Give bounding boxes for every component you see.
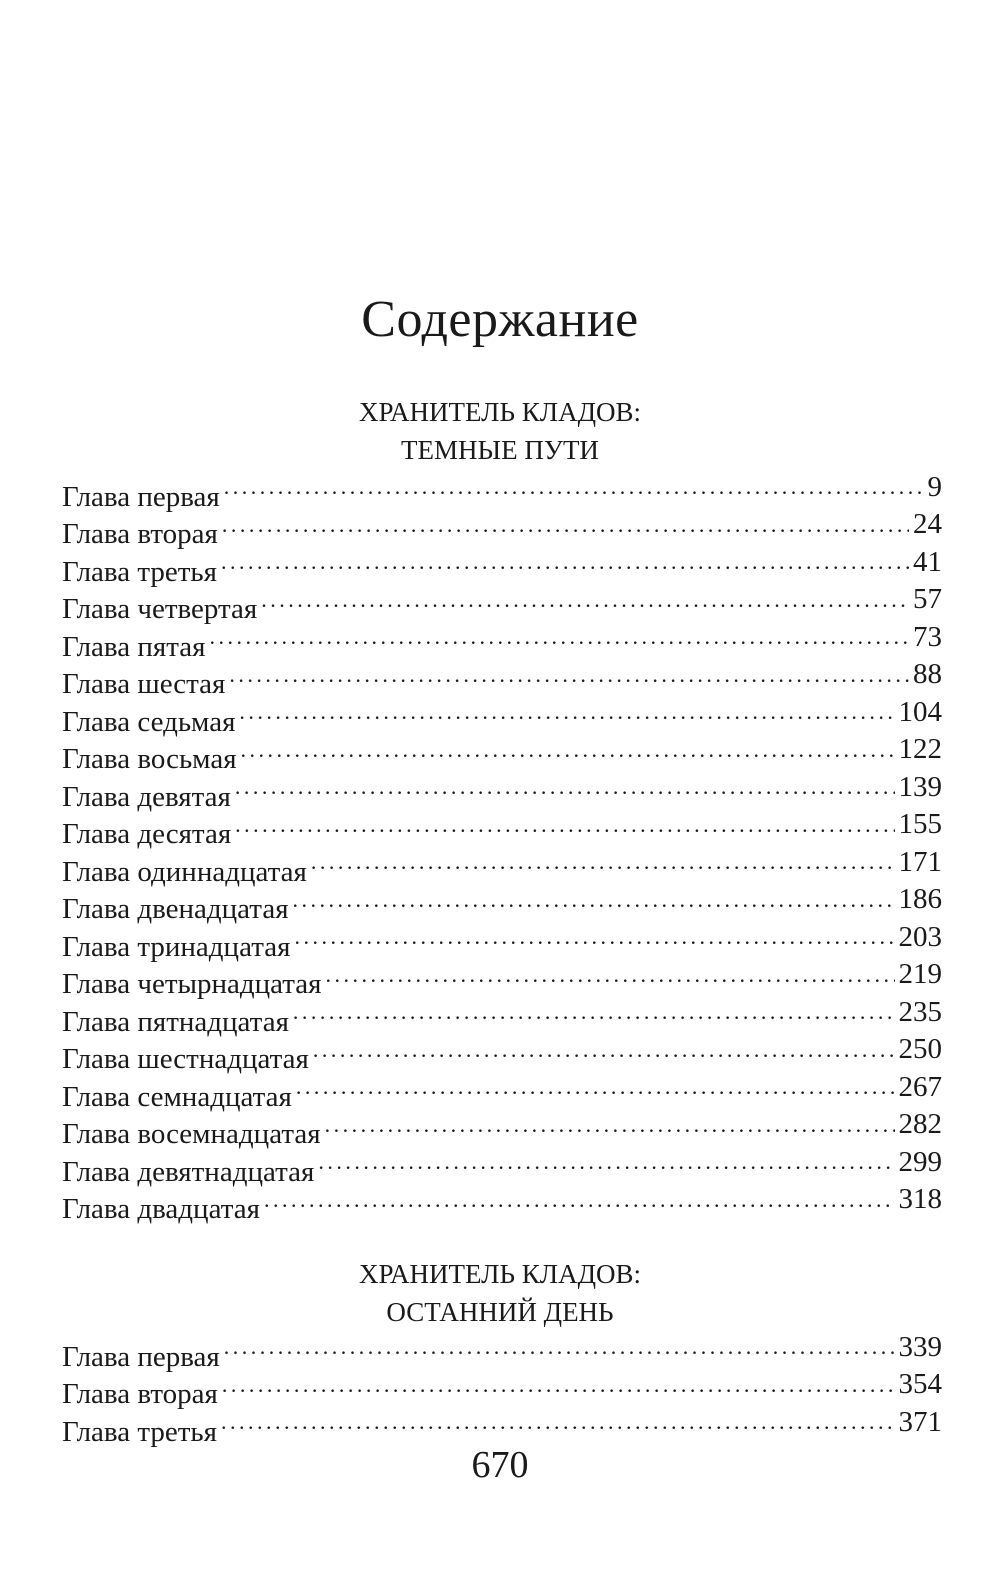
toc-entry-label: Глава четвертая — [62, 593, 258, 625]
dot-leader — [229, 656, 909, 694]
toc-entry-page: 139 — [898, 770, 942, 803]
dot-leader — [239, 693, 894, 731]
toc-entry-page: 235 — [898, 995, 942, 1028]
toc-entry-label: Глава восьмая — [62, 743, 237, 775]
toc-entry-page: 104 — [898, 695, 942, 728]
toc-entry-label: Глава третья — [62, 1415, 217, 1448]
dot-leader — [235, 806, 894, 844]
toc-entry-label: Глава двадцатая — [62, 1193, 260, 1225]
dot-leader — [296, 1068, 895, 1106]
toc-entry-page: 73 — [913, 620, 942, 653]
toc-entry-label: Глава шестнадцатая — [62, 1043, 309, 1075]
toc-entry-page: 24 — [913, 508, 942, 540]
toc-entry-page: 371 — [898, 1405, 942, 1438]
dot-leader — [224, 1328, 895, 1366]
toc-entry-label: Глава девятнадцатая — [62, 1155, 315, 1188]
toc-entry-page: 299 — [898, 1145, 942, 1178]
dot-leader — [209, 618, 909, 656]
toc-entry-page: 339 — [898, 1330, 942, 1363]
toc-entry-label: Глава первая — [62, 1340, 220, 1373]
toc-entry[interactable] — [62, 468, 942, 513]
dot-leader — [222, 1366, 895, 1404]
toc-entry-page: 155 — [898, 808, 942, 840]
dot-leader — [311, 843, 895, 881]
dot-leader — [224, 468, 924, 506]
toc-entry-label: Глава седьмая — [62, 705, 236, 738]
dot-leader — [221, 543, 909, 581]
toc-entry-page: 186 — [898, 883, 942, 915]
dot-leader — [325, 1106, 895, 1144]
dot-leader — [294, 918, 894, 956]
section-heading-line2: ТЕМНЫЕ ПУТИ — [401, 435, 599, 465]
toc-entry-label: Глава двенадцатая — [62, 893, 289, 925]
dot-leader — [326, 956, 895, 994]
toc-entry-label: Глава восемнадцатая — [62, 1118, 321, 1150]
toc-entry-page: 282 — [898, 1108, 942, 1140]
toc-entry-label: Глава пятнадцатая — [62, 1005, 289, 1038]
toc-list-1 — [62, 468, 942, 1225]
page-title: Содержание — [361, 291, 639, 348]
dot-leader — [222, 506, 909, 544]
toc-entry-page: 203 — [898, 920, 942, 953]
dot-leader — [241, 731, 895, 769]
dot-leader — [293, 881, 895, 919]
toc-entry-page: 354 — [898, 1368, 942, 1400]
toc-entry-page: 122 — [898, 733, 942, 765]
toc-entry-label: Глава первая — [62, 480, 220, 513]
toc-entry-label: Глава вторая — [62, 1378, 218, 1410]
toc-entry-page: 171 — [898, 845, 942, 878]
toc-entry-label: Глава одиннадцатая — [62, 855, 307, 888]
section-heading-line2: ОСТАННИЙ ДЕНЬ — [386, 1297, 614, 1327]
toc-entry-page: 250 — [898, 1033, 942, 1065]
toc-entry-page: 57 — [913, 583, 942, 615]
dot-leader — [235, 768, 895, 806]
dot-leader — [221, 1403, 895, 1441]
dot-leader — [261, 581, 909, 619]
toc-entry-page: 9 — [927, 470, 942, 503]
toc-entry-label: Глава четырнадцатая — [62, 968, 322, 1000]
toc-entry-page: 318 — [898, 1183, 942, 1215]
toc-entry-label: Глава пятая — [62, 630, 206, 663]
toc-entry-label: Глава третья — [62, 555, 217, 588]
section-heading-2 — [0, 1255, 1000, 1331]
toc-list-2 — [62, 1328, 942, 1448]
toc-entry-label: Глава семнадцатая — [62, 1080, 292, 1113]
dot-leader — [313, 1031, 895, 1069]
page-number: 670 — [471, 1444, 529, 1486]
dot-leader — [318, 1143, 894, 1181]
toc-entry-label: Глава шестая — [62, 668, 226, 700]
dot-leader — [264, 1181, 895, 1219]
toc-entry-label: Глава девятая — [62, 780, 231, 813]
section-heading-line1: ХРАНИТЕЛЬ КЛАДОВ: — [359, 397, 641, 427]
toc-entry-label: Глава тринадцатая — [62, 930, 291, 963]
toc-entry[interactable] — [62, 1328, 942, 1373]
toc-entry-page: 267 — [898, 1070, 942, 1103]
toc-entry-page: 88 — [913, 658, 942, 690]
toc-entry-label: Глава десятая — [62, 818, 232, 850]
toc-entry-label: Глава вторая — [62, 518, 218, 550]
section-heading-1 — [0, 393, 1000, 469]
section-heading-line1: ХРАНИТЕЛЬ КЛАДОВ: — [359, 1259, 641, 1289]
toc-entry-page: 41 — [913, 545, 942, 578]
dot-leader — [293, 993, 895, 1031]
toc-entry-page: 219 — [898, 958, 942, 990]
